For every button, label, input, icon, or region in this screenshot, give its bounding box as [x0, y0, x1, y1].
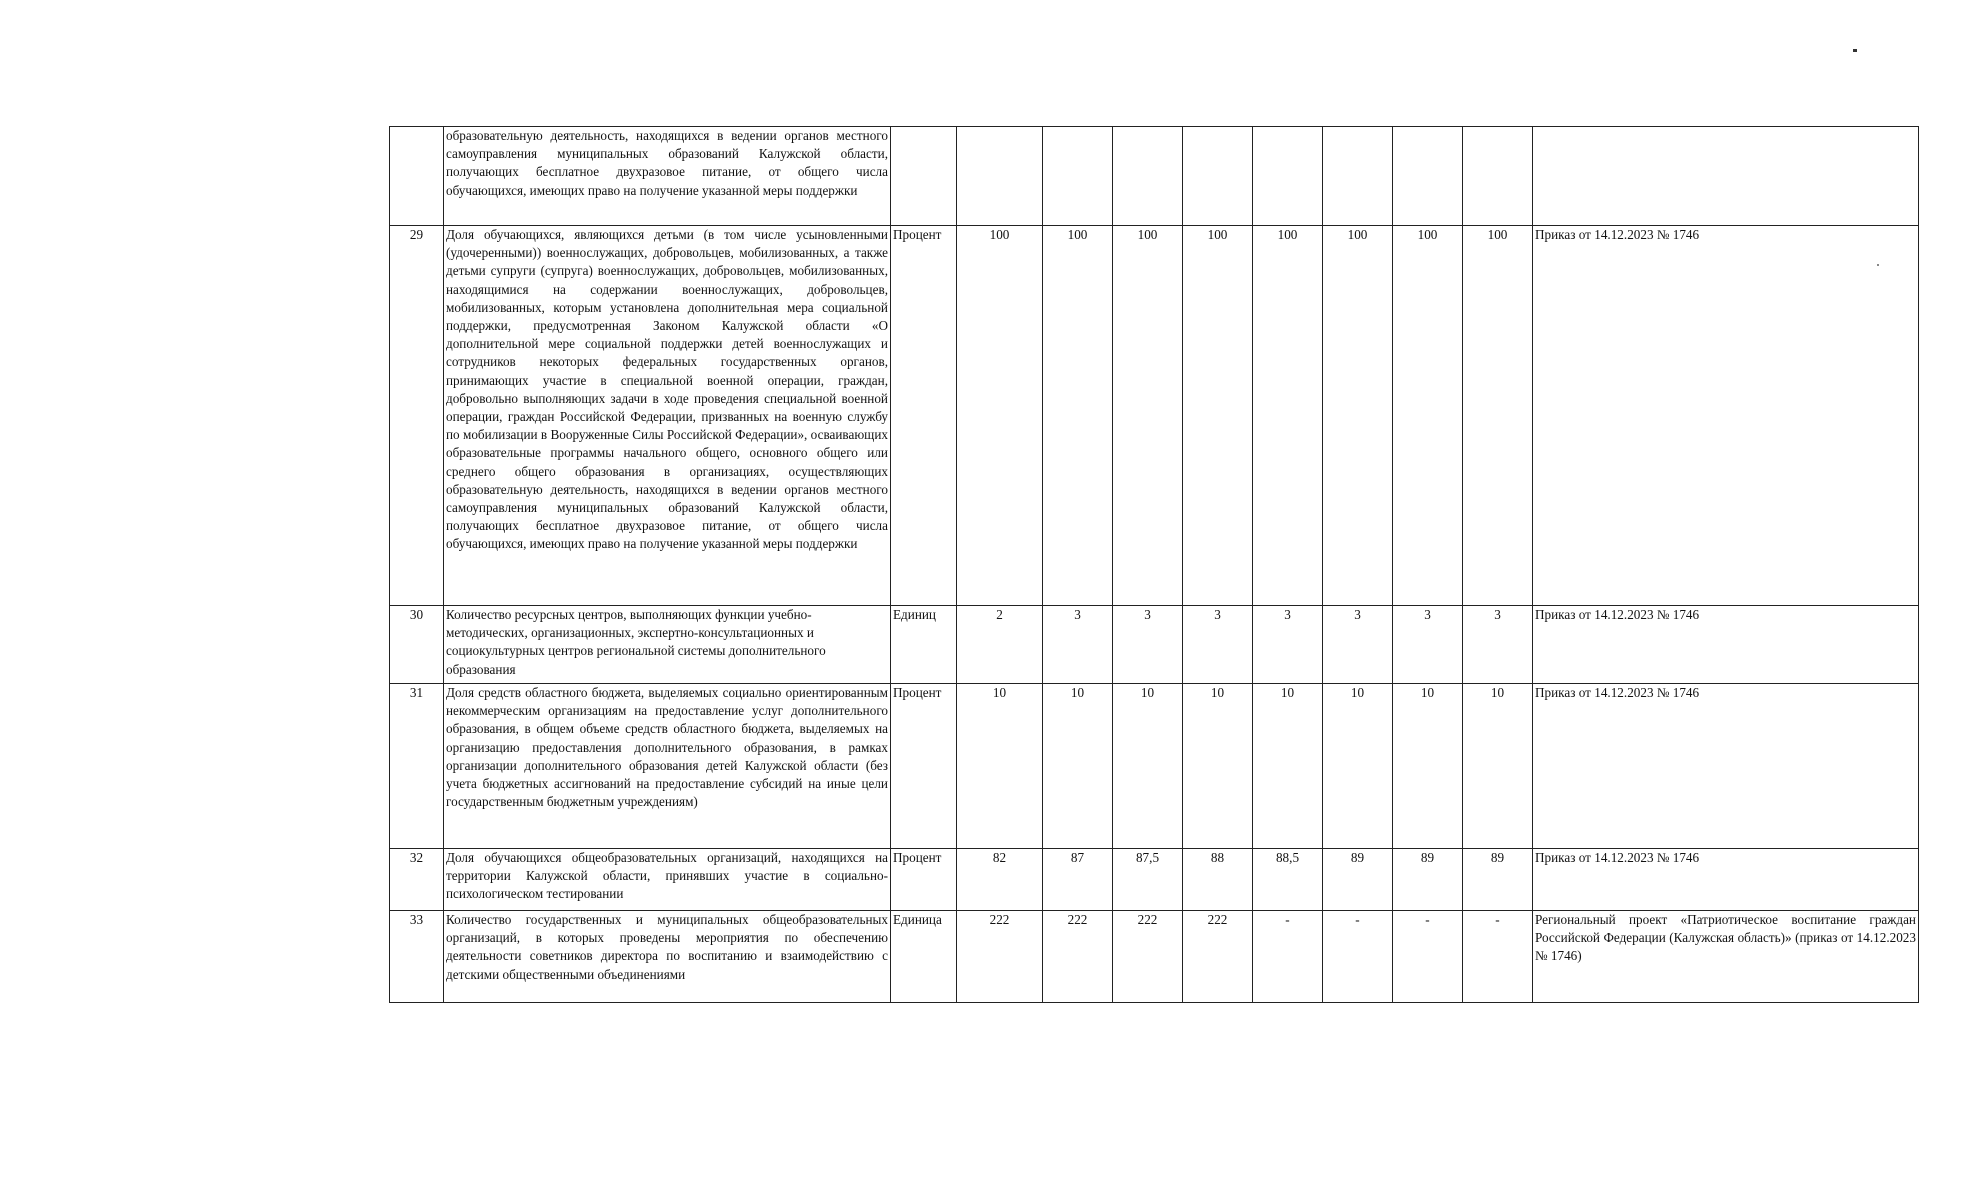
value-cell: 89: [1323, 849, 1393, 911]
value-cell: [957, 127, 1043, 226]
table-row: [390, 606, 1919, 684]
value-cell: 3: [1463, 606, 1533, 684]
indicators-table: [389, 126, 1919, 1003]
indicator-description: Доля средств областного бюджета, выделяемых социально ориентированным некоммерческим организациям на предоставление услуг дополнительного образования, в общем объеме средств областного бюджета, выделяемых на организацию предоставления дополнительного образования, в рамках организации дополнительного образования детей Калужской области (без учета бюджетных ассигнований на предоставление субсидий на иные цели государственным бюджетным учреждениям): [444, 684, 891, 849]
value-cell: 89: [1393, 849, 1463, 911]
unit-cell: Процент: [891, 849, 957, 911]
value-cell: 222: [957, 911, 1043, 1003]
unit-cell: [891, 127, 957, 226]
row-number-cell: 32: [390, 849, 444, 911]
table-row-continuation: [390, 127, 1919, 226]
value-cell: 10: [1113, 684, 1183, 849]
value-cell: 100: [957, 226, 1043, 606]
value-cell: 3: [1113, 606, 1183, 684]
value-cell: 3: [1323, 606, 1393, 684]
value-cell: 100: [1043, 226, 1113, 606]
unit-cell: Единиц: [891, 606, 957, 684]
value-cell: 10: [1043, 684, 1113, 849]
row-number-cell: 33: [390, 911, 444, 1003]
value-cell: 3: [1393, 606, 1463, 684]
unit-cell: Единица: [891, 911, 957, 1003]
value-cell: 2: [957, 606, 1043, 684]
value-cell: 222: [1043, 911, 1113, 1003]
value-cell: 10: [1463, 684, 1533, 849]
value-cell: [1253, 127, 1323, 226]
row-number-cell: [390, 127, 444, 226]
value-cell: 100: [1463, 226, 1533, 606]
value-cell: [1183, 127, 1253, 226]
scan-speck: [1853, 49, 1857, 52]
value-cell: 10: [1183, 684, 1253, 849]
value-cell: 88,5: [1253, 849, 1323, 911]
value-cell: 82: [957, 849, 1043, 911]
value-cell: [1323, 127, 1393, 226]
value-cell: 222: [1183, 911, 1253, 1003]
unit-cell: Процент: [891, 226, 957, 606]
unit-cell: Процент: [891, 684, 957, 849]
row-number-cell: 30: [390, 606, 444, 684]
source-cell: Региональный проект «Патриотическое воспитание граждан Российской Федерации (Калужская область)» (приказ от 14.12.2023 № 1746): [1533, 911, 1919, 1003]
value-cell: [1043, 127, 1113, 226]
value-cell: 88: [1183, 849, 1253, 911]
value-cell: -: [1323, 911, 1393, 1003]
value-cell: 100: [1183, 226, 1253, 606]
value-cell: [1463, 127, 1533, 226]
table-row: [390, 226, 1919, 606]
value-cell: [1393, 127, 1463, 226]
indicator-description: Количество ресурсных центров, выполняющих функции учебно-методических, организационных, экспертно-консультационных и социокультурных центров региональной системы дополнительного образования: [444, 606, 891, 684]
value-cell: [1113, 127, 1183, 226]
value-cell: 87,5: [1113, 849, 1183, 911]
table-row: [390, 911, 1919, 1003]
row-number-cell: 31: [390, 684, 444, 849]
value-cell: 10: [957, 684, 1043, 849]
value-cell: 10: [1323, 684, 1393, 849]
source-cell: Приказ от 14.12.2023 № 1746: [1533, 849, 1919, 911]
value-cell: 100: [1113, 226, 1183, 606]
value-cell: -: [1253, 911, 1323, 1003]
value-cell: 100: [1323, 226, 1393, 606]
value-cell: 10: [1393, 684, 1463, 849]
table-row: [390, 849, 1919, 911]
table-row: [390, 684, 1919, 849]
value-cell: 100: [1393, 226, 1463, 606]
indicator-description: Количество государственных и муниципальных общеобразовательных организаций, в которых проведены мероприятия по обеспечению деятельности советников директора по воспитанию и взаимодействию с детскими общественными объединениями: [444, 911, 891, 1003]
value-cell: 3: [1253, 606, 1323, 684]
indicator-description: Доля обучающихся общеобразовательных организаций, находящихся на территории Калужской области, принявших участие в социально-психологическом тестировании: [444, 849, 891, 911]
value-cell: 3: [1183, 606, 1253, 684]
value-cell: 3: [1043, 606, 1113, 684]
value-cell: -: [1463, 911, 1533, 1003]
value-cell: 89: [1463, 849, 1533, 911]
value-cell: -: [1393, 911, 1463, 1003]
source-cell: Приказ от 14.12.2023 № 1746: [1533, 606, 1919, 684]
value-cell: 222: [1113, 911, 1183, 1003]
indicator-description: Доля обучающихся, являющихся детьми (в том числе усыновленными (удочеренными)) военнослужащих, добровольцев, мобилизованных, а также детьми супруги (супруга) военнослужащих, добровольцев, мобилизованных, находящимися на содержании военнослужащих, добровольцев, мобилизованных, которым установлена дополнительная мера социальной поддержки, предусмотренная Законом Калужской области «О дополнительной мере социальной поддержки детей военнослужащих и сотрудников некоторых федеральных государственных органов, принимающих участие в специальной военной операции, граждан, добровольно выполняющих задачи в ходе проведения специальной военной операции, граждан Российской Федерации, призванных на военную службу по мобилизации в Вооруженные Силы Российской Федерации», осваивающих образовательные программы начального общего, основного общего или среднего общего образования в организациях, осуществляющих образовательную деятельность, находящихся в ведении органов местного самоуправления муниципальных образований Калужской области, получающих бесплатное двухразовое питание, от общего числа обучающихся, имеющих право на получение указанной меры поддержки: [444, 226, 891, 606]
value-cell: 10: [1253, 684, 1323, 849]
source-cell: Приказ от 14.12.2023 № 1746: [1533, 684, 1919, 849]
source-cell: [1533, 127, 1919, 226]
indicator-description: образовательную деятельность, находящихся в ведении органов местного самоуправления муниципальных образований Калужской области, получающих бесплатное двухразовое питание, от общего числа обучающихся, имеющих право на получение указанной меры поддержки: [444, 127, 891, 226]
source-cell: Приказ от 14.12.2023 № 1746: [1533, 226, 1919, 606]
value-cell: 87: [1043, 849, 1113, 911]
value-cell: 100: [1253, 226, 1323, 606]
row-number-cell: 29: [390, 226, 444, 606]
